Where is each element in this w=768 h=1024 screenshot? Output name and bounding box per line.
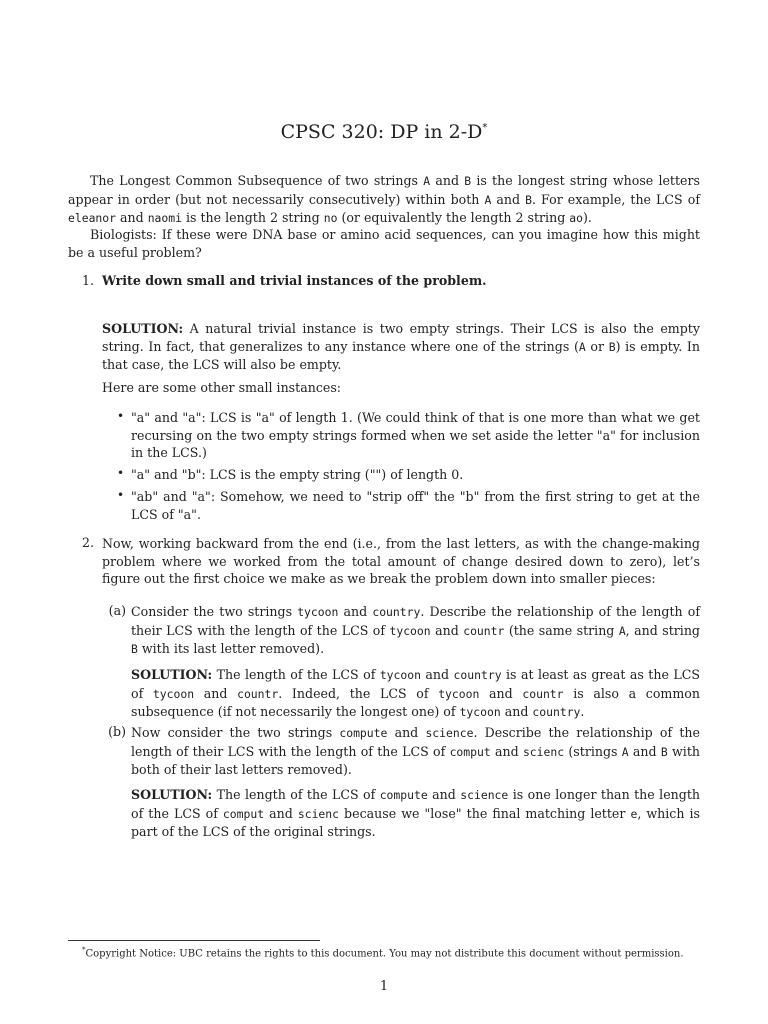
code-text: country: [453, 668, 502, 682]
text-run: The length of the LCS of: [212, 667, 380, 682]
text-run: and: [194, 685, 238, 701]
text-run: . For example, the LCS of: [532, 191, 700, 207]
text-run: (the same string: [504, 622, 619, 638]
q1-bullet-2: "a" and "b": LCS is the empty string ("") of length 0.: [131, 467, 464, 482]
q1-heading: Write down small and trivial instances of the problem.: [102, 273, 487, 288]
code-text: comput: [449, 744, 491, 759]
text-run: and: [490, 743, 523, 759]
code-text: A: [621, 744, 629, 759]
text-run: and: [430, 622, 464, 638]
q1-bullet-3: "ab" and "a": Somehow, we need to "strip off" the "b" from the first string to get at the LCS of "a".: [131, 489, 700, 522]
code-text: B: [525, 192, 532, 207]
bullet-icon: •: [117, 409, 125, 423]
code-text: B: [660, 744, 668, 759]
code-text: e: [630, 806, 638, 821]
code-text: countr: [522, 686, 564, 701]
footnote-text: Copyright Notice: UBC retains the rights to this document. You may not distribute this document without permission.: [85, 948, 684, 960]
text-run: . Indeed, the LCS of: [278, 685, 439, 701]
text-run: and: [338, 604, 373, 619]
q2b-label: (b): [108, 724, 126, 739]
solution-label: SOLUTION:: [131, 787, 213, 802]
code-text: science: [460, 788, 509, 802]
text-run: is the length 2 string: [182, 210, 324, 226]
code-text: countr: [237, 686, 279, 701]
q2a-solution: [131, 666, 700, 722]
text-run: with both of their last letters removed).: [131, 743, 700, 778]
text-run: , which is part of the LCS of the original strings.: [131, 805, 700, 840]
code-text: country: [372, 605, 421, 619]
text-run: ) is empty. In that case, the LCS will also be empty.: [102, 338, 701, 373]
q2a-label: (a): [108, 603, 126, 618]
q2b-solution: [131, 786, 700, 841]
code-text: A: [484, 192, 492, 207]
page-number: 1: [379, 979, 389, 994]
footnote: [82, 943, 722, 961]
code-text: compute: [379, 788, 428, 802]
code-text: tycoon: [297, 605, 339, 619]
text-run: or: [585, 338, 609, 354]
q1-bullet-1: "a" and "a": LCS is "a" of length 1. (We could think of that is one more than what we get recursing on the two empty strings formed when we set aside the letter "a" for inclusion in the LCS.): [131, 410, 700, 461]
text-run: is also a common subsequence (if not necessarily the longest one) of: [131, 685, 700, 720]
footnote-rule: [68, 940, 320, 941]
text-run: because we "lose" the final matching letter: [339, 805, 631, 821]
text-run: is the longest string whose letters appear in order (but not necessarily consecutively) within both: [68, 173, 700, 207]
code-text: no: [323, 211, 338, 226]
code-text: science: [425, 726, 474, 740]
text-run: Now consider the two strings: [131, 725, 340, 740]
text-run: A natural trivial instance is two empty strings. Their LCS is also the empty string. In fact, that generalizes to any instance where one of the strings (: [102, 321, 700, 354]
code-text: scienc: [522, 744, 565, 759]
text-run: (or equivalently the length 2 string: [337, 210, 570, 226]
code-text: A: [618, 623, 626, 638]
q2-number: 2.: [81, 535, 94, 550]
q2a-question: [131, 603, 700, 659]
solution-label: SOLUTION:: [131, 667, 213, 682]
text-run: .: [580, 704, 585, 720]
text-run: is one longer than the length of the LCS of: [131, 787, 700, 821]
solution-label: SOLUTION:: [102, 321, 184, 336]
code-text: tycoon: [379, 668, 421, 682]
code-text: B: [464, 174, 472, 188]
text-run: and: [387, 725, 426, 740]
text-run: and: [427, 787, 461, 802]
code-text: tycoon: [152, 686, 195, 701]
text-run: The length of the LCS of: [212, 787, 380, 802]
code-text: B: [608, 339, 616, 354]
text-run: and: [479, 685, 523, 701]
code-text: tycoon: [459, 705, 501, 720]
text-run: and: [491, 191, 526, 207]
text-run: and: [420, 667, 454, 682]
page-title: CPSC 320: DP in 2-D*: [280, 121, 488, 143]
bullet-icon: •: [117, 466, 125, 480]
text-run: and: [116, 210, 148, 226]
code-text: country: [532, 705, 581, 720]
title-footnote-mark: *: [482, 122, 488, 134]
q1-other-intro: Here are some other small instances:: [102, 380, 342, 395]
text-run: and: [500, 704, 533, 720]
q1-number: 1.: [81, 273, 94, 288]
text-run: ).: [582, 210, 592, 226]
code-text: A: [423, 174, 431, 188]
intro-paragraph-2: [68, 226, 700, 261]
code-text: ao: [569, 211, 583, 226]
text-run: and: [628, 743, 661, 759]
code-text: naomi: [147, 211, 182, 226]
text-run: . Describe the relationship of the length of their LCS with the length of the LCS of: [131, 604, 701, 638]
text-run: Consider the two strings: [131, 604, 298, 619]
code-text: countr: [463, 623, 505, 638]
footnote-mark: *: [82, 946, 86, 954]
code-text: A: [578, 339, 586, 354]
text-run: . Describe the relationship of the length of their LCS with the length of the LCS of: [131, 725, 700, 759]
code-text: compute: [339, 726, 388, 740]
code-text: eleanor: [68, 211, 117, 226]
q2-text: Now, working backward from the end (i.e., from the last letters, as with the change-making problem where we worked from the total amount of change desired down to zero), let’s figure out the first choice we make as we break the problem down into smaller pieces:: [102, 536, 700, 587]
text-run: and: [430, 173, 465, 188]
text-run: (strings: [564, 743, 622, 759]
code-text: B: [131, 642, 138, 657]
code-text: scienc: [297, 806, 340, 821]
text-run: with its last letter removed).: [137, 641, 325, 657]
code-text: comput: [222, 806, 265, 821]
code-text: tycoon: [389, 623, 431, 638]
bullet-icon: •: [117, 488, 125, 502]
q1-solution: [102, 320, 700, 374]
text-run: is at least as great as the LCS of: [131, 667, 700, 701]
text-run: and: [264, 805, 298, 821]
q2b-question: [131, 724, 700, 779]
intro-paragraph-1: [68, 172, 700, 228]
text-run: Biologists: If these were DNA base or amino acid sequences, can you imagine how this might be a useful problem?: [68, 227, 700, 260]
text-run: , and string: [625, 622, 700, 638]
code-text: tycoon: [438, 686, 480, 701]
text-run: The Longest Common Subsequence of two strings: [90, 173, 424, 188]
